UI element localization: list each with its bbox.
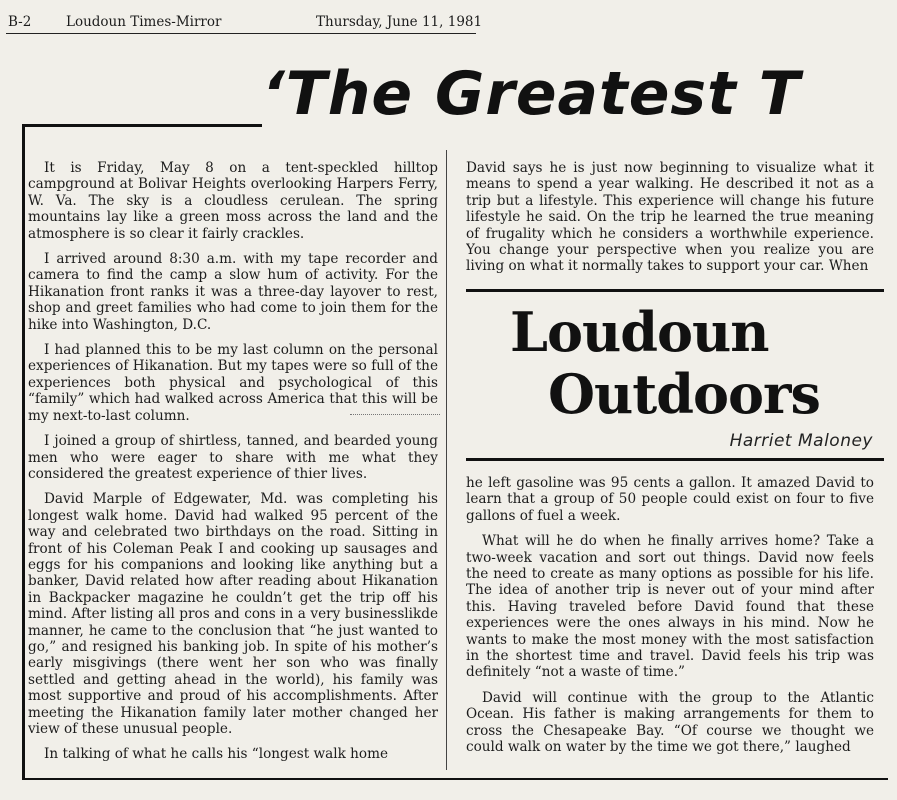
page-number: B-2 [8,14,32,30]
paragraph: David Marple of Edgewater, Md. was completing his longest walk home. David had walked 95 percent of the way and celebrated two birthdays on the road. Sitting in front of his Coleman Peak I and cooking up sausages and eggs for his companions and looking like anything but a banker, David related how after reading about Hikanation in Backpacker magazine he couldn’t get the trip off his mind. After listing all pros and cons in a very businesslikde manner, he came to the conclusion that “he just wanted to go,” and resigned his banking job. In spite of his mother’s early misgivings (there went her son who was finally settled and getting ahead in the world), his family was most supportive and proud of his accomplishments. After meeting the Hikanation family later mother changed her view of these unusual people. [28,491,438,737]
paragraph: In talking of what he calls his “longest walk home [44,746,389,763]
paragraph: he left gasoline was 95 cents a gallon. It amazed David to learn that a group of 50 people could exist on four to five gallons of fuel a week. [466,475,874,524]
paragraph: David says he is just now beginning to visualize what it means to spend a year walking. He described it not as a trip but a lifestyle. This experience will change his future lifestyle he said. On the trip he learned the true meaning of frugality which he considers a worthwhile experience. You change your perspective when you realize you are living on what it normally takes to support your car. When [466,160,874,274]
box-top-rule [466,289,884,292]
column-logo-line2: Outdoors [548,362,820,426]
column-divider [446,150,447,770]
paragraph: It is Friday, May 8 on a tent-speckled hilltop campground at Bolivar Heights overlooking Harpers Ferry, W. Va. The sky is a cloudless cerulean. The spring mountains lay like a green moss across the land and the atmosphere is so clear it fairly crackles. [28,160,438,242]
bottom-rule [22,778,888,780]
left-border-rule [22,124,25,780]
header-rule [6,33,476,34]
box-bottom-rule [466,458,884,461]
headline-rule [22,124,262,127]
article-column-right-top [466,160,874,274]
article-column-right-bottom [466,475,874,775]
paragraph: What will he do when he finally arrives home? Take a two-week vacation and sort out things. David now feels the need to create as many options as possible for his life. The idea of another trip is never out of your mind after this. Having traveled before David found that these experiences were the ones always in his mind. Now he wants to make the most money with the most satisfaction in the shortest time and travel. David feels his trip was definitely “not a waste of time.” [466,533,874,681]
column-logo-line1: Loudoun [510,300,769,364]
issue-date: Thursday, June 11, 1981 [316,14,483,30]
article-column-left [28,160,438,768]
paragraph: I arrived around 8:30 a.m. with my tape recorder and camera to find the camp a slow hum of activity. For the Hikanation front ranks it was a three-day layover to rest, shop and greet families who had come to join them for the hike into Washington, D.C. [28,251,438,333]
paragraph: David will continue with the group to the Atlantic Ocean. His father is making arrangements for them to cross the Chesapeake Bay. “Of course we thought we could walk on water by the time we got there,” laughed [466,689,874,756]
newspaper-name: Loudoun Times-Mirror [66,14,222,30]
paragraph: I had planned this to be my last column on the personal experiences of Hikanation. But my tapes were so full of the experiences both physical and psychological of this “family” which had walked across America that this will be my next-to-last column. [28,342,438,424]
headline: ‘The Greatest T [262,59,801,129]
paragraph: I joined a group of shirtless, tanned, and bearded young men who were eager to share with me what they considered the greatest experience of thier lives. [28,433,438,482]
byline: Harriet Maloney [729,431,873,451]
